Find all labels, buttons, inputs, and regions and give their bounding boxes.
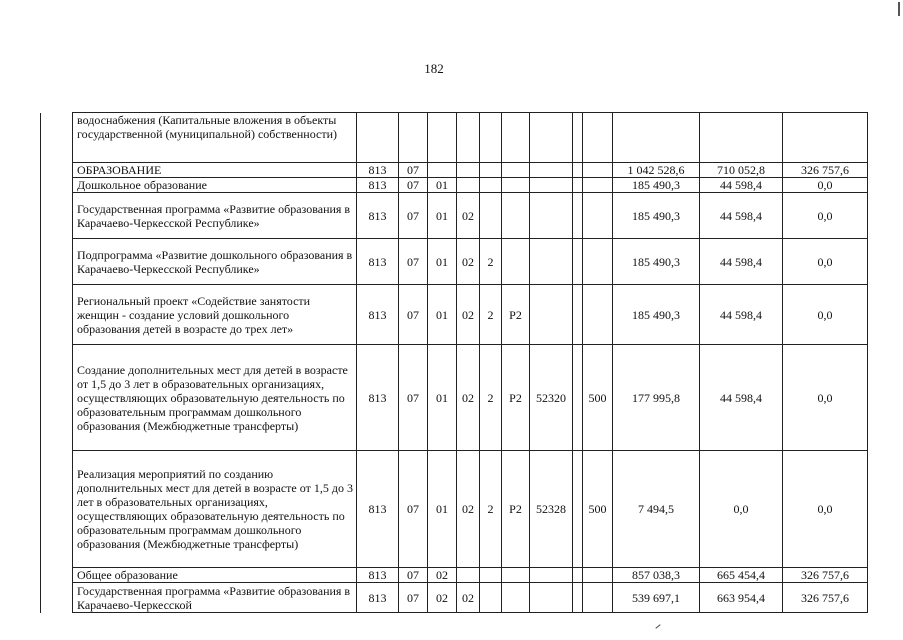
row-gr-cell: [357, 113, 399, 163]
row-rz-cell: [399, 113, 428, 163]
row-gr-cell: 813: [357, 583, 399, 613]
row-s2-cell: 0,0: [700, 451, 783, 568]
row-p3-cell: [502, 239, 530, 285]
row-p1-cell: 02: [457, 583, 480, 613]
row-s2-cell: 44 598,4: [700, 285, 783, 345]
row-gr-cell: 813: [357, 193, 399, 239]
row-p2-cell: 2: [480, 451, 502, 568]
row-name-cell: водоснабжения (Капитальные вложения в объекты государственной (муниципальной) собственности): [73, 113, 357, 163]
row-p4-cell: [530, 285, 573, 345]
row-p4-cell: [530, 113, 573, 163]
row-s1-cell: 1 042 528,6: [613, 163, 700, 178]
row-vr-cell: [583, 583, 613, 613]
row-s1-cell: [613, 113, 700, 163]
row-p3-cell: [502, 113, 530, 163]
row-rz-cell: 07: [399, 285, 428, 345]
table-row: [41, 568, 868, 583]
row-p2-cell: [480, 583, 502, 613]
row-s1-cell: 177 995,8: [613, 345, 700, 451]
row-p5-cell: [573, 239, 583, 285]
row-s3-cell: 0,0: [783, 178, 868, 193]
row-s3-cell: 0,0: [783, 345, 868, 451]
table-row: [41, 451, 868, 568]
row-p5-cell: [573, 193, 583, 239]
budget-table: [40, 112, 868, 613]
row-s1-cell: 539 697,1: [613, 583, 700, 613]
row-pr-cell: 01: [428, 285, 457, 345]
row-vr-cell: [583, 285, 613, 345]
row-p4-cell: 52328: [530, 451, 573, 568]
row-rz-cell: 07: [399, 178, 428, 193]
row-vr-cell: 500: [583, 451, 613, 568]
row-s3-cell: [783, 113, 868, 163]
row-p5-cell: [573, 113, 583, 163]
row-rz-cell: 07: [399, 583, 428, 613]
row-gr-cell: 813: [357, 239, 399, 285]
row-gr-cell: 813: [357, 345, 399, 451]
row-pr-cell: 01: [428, 239, 457, 285]
table-row: [41, 178, 868, 193]
row-pr-cell: [428, 163, 457, 178]
row-p1-cell: [457, 163, 480, 178]
table-row: [41, 113, 868, 163]
row-pr-cell: 01: [428, 193, 457, 239]
row-p5-cell: [573, 178, 583, 193]
row-s2-cell: 44 598,4: [700, 239, 783, 285]
row-p4-cell: [530, 568, 573, 583]
table-row: [41, 163, 868, 178]
page-number: 182: [424, 61, 444, 76]
table-row: [41, 345, 868, 451]
row-p3-cell: [502, 568, 530, 583]
row-s3-cell: 0,0: [783, 285, 868, 345]
row-rz-cell: 07: [399, 451, 428, 568]
row-rz-cell: 07: [399, 193, 428, 239]
row-s3-cell: 326 757,6: [783, 583, 868, 613]
row-s1-cell: 857 038,3: [613, 568, 700, 583]
scan-mark: [655, 624, 660, 629]
row-p1-cell: 02: [457, 193, 480, 239]
row-p2-cell: [480, 178, 502, 193]
row-p1-cell: 02: [457, 239, 480, 285]
row-p3-cell: [502, 193, 530, 239]
row-pr-cell: [428, 113, 457, 163]
row-p4-cell: [530, 193, 573, 239]
row-p5-cell: [573, 345, 583, 451]
row-p2-cell: [480, 163, 502, 178]
row-s3-cell: 0,0: [783, 451, 868, 568]
row-vr-cell: [583, 113, 613, 163]
row-name-cell: Реализация мероприятий по созданию дополнительных мест для детей в возрасте от 1,5 до 3 лет в образовательных организациях, осуществляющих образовательную деятельность по образовательным программам дошкольного образования (Межбюджетные трансферты): [73, 451, 357, 568]
row-s2-cell: 44 598,4: [700, 345, 783, 451]
row-p2-cell: 2: [480, 285, 502, 345]
row-p4-cell: [530, 178, 573, 193]
row-p1-cell: [457, 113, 480, 163]
row-p3-cell: Р2: [502, 451, 530, 568]
row-gr-cell: 813: [357, 178, 399, 193]
row-s2-cell: 710 052,8: [700, 163, 783, 178]
row-vr-cell: [583, 178, 613, 193]
row-name-cell: Государственная программа «Развитие образования в Карачаево-Черкесской: [73, 583, 357, 613]
budget-table-body: [41, 113, 868, 613]
row-name-cell: Подпрограмма «Развитие дошкольного образования в Карачаево-Черкесской Республике»: [73, 239, 357, 285]
row-pr-cell: 01: [428, 451, 457, 568]
row-gr-cell: 813: [357, 568, 399, 583]
row-p2-cell: [480, 193, 502, 239]
row-rz-cell: 07: [399, 345, 428, 451]
row-p4-cell: [530, 239, 573, 285]
row-p3-cell: [502, 178, 530, 193]
row-name-cell: ОБРАЗОВАНИЕ: [73, 163, 357, 178]
row-s1-cell: 185 490,3: [613, 239, 700, 285]
row-s1-cell: 185 490,3: [613, 178, 700, 193]
row-s3-cell: 326 757,6: [783, 568, 868, 583]
row-rz-cell: 07: [399, 163, 428, 178]
row-pr-cell: 02: [428, 583, 457, 613]
row-spacer-cell: [41, 451, 73, 568]
row-name-cell: Общее образование: [73, 568, 357, 583]
row-s2-cell: 44 598,4: [700, 193, 783, 239]
row-p5-cell: [573, 163, 583, 178]
table-row: [41, 583, 868, 613]
row-p2-cell: [480, 113, 502, 163]
row-name-cell: Региональный проект «Содействие занятости женщин - создание условий дошкольного образования детей в возрасте до трех лет»: [73, 285, 357, 345]
row-s2-cell: [700, 113, 783, 163]
row-s1-cell: 185 490,3: [613, 285, 700, 345]
row-spacer-cell: [41, 345, 73, 451]
row-s3-cell: 326 757,6: [783, 163, 868, 178]
row-s1-cell: 7 494,5: [613, 451, 700, 568]
row-p4-cell: 52320: [530, 345, 573, 451]
row-p4-cell: [530, 163, 573, 178]
scan-edge-mark: [898, 2, 900, 16]
row-s1-cell: 185 490,3: [613, 193, 700, 239]
row-vr-cell: [583, 239, 613, 285]
row-p1-cell: [457, 178, 480, 193]
table-row: [41, 285, 868, 345]
row-s2-cell: 665 454,4: [700, 568, 783, 583]
row-gr-cell: 813: [357, 451, 399, 568]
row-p1-cell: 02: [457, 285, 480, 345]
row-spacer-cell: [41, 568, 73, 583]
table-row: [41, 193, 868, 239]
row-spacer-cell: [41, 583, 73, 613]
row-spacer-cell: [41, 113, 73, 163]
row-spacer-cell: [41, 163, 73, 178]
row-s2-cell: 44 598,4: [700, 178, 783, 193]
row-pr-cell: 02: [428, 568, 457, 583]
row-p2-cell: 2: [480, 345, 502, 451]
row-p1-cell: 02: [457, 451, 480, 568]
row-p5-cell: [573, 285, 583, 345]
row-vr-cell: [583, 163, 613, 178]
row-rz-cell: 07: [399, 239, 428, 285]
row-p1-cell: [457, 568, 480, 583]
row-vr-cell: [583, 193, 613, 239]
row-p5-cell: [573, 568, 583, 583]
row-spacer-cell: [41, 193, 73, 239]
row-vr-cell: 500: [583, 345, 613, 451]
row-p3-cell: [502, 583, 530, 613]
row-p3-cell: [502, 163, 530, 178]
row-name-cell: Дошкольное образование: [73, 178, 357, 193]
row-p2-cell: [480, 568, 502, 583]
row-spacer-cell: [41, 239, 73, 285]
table-row: [41, 239, 868, 285]
row-p5-cell: [573, 451, 583, 568]
row-p1-cell: 02: [457, 345, 480, 451]
row-p3-cell: Р2: [502, 345, 530, 451]
row-p5-cell: [573, 583, 583, 613]
row-gr-cell: 813: [357, 285, 399, 345]
row-spacer-cell: [41, 178, 73, 193]
row-p3-cell: Р2: [502, 285, 530, 345]
row-pr-cell: 01: [428, 178, 457, 193]
row-s2-cell: 663 954,4: [700, 583, 783, 613]
row-s3-cell: 0,0: [783, 193, 868, 239]
row-p4-cell: [530, 583, 573, 613]
row-gr-cell: 813: [357, 163, 399, 178]
row-spacer-cell: [41, 285, 73, 345]
row-p2-cell: 2: [480, 239, 502, 285]
row-name-cell: Создание дополнительных мест для детей в возрасте от 1,5 до 3 лет в образовательных организациях, осуществляющих образовательную деятельность по образовательным программам дошкольного образования (Межбюджетные трансферты): [73, 345, 357, 451]
row-s3-cell: 0,0: [783, 239, 868, 285]
row-name-cell: Государственная программа «Развитие образования в Карачаево-Черкесской Республике»: [73, 193, 357, 239]
row-rz-cell: 07: [399, 568, 428, 583]
row-vr-cell: [583, 568, 613, 583]
row-pr-cell: 01: [428, 345, 457, 451]
